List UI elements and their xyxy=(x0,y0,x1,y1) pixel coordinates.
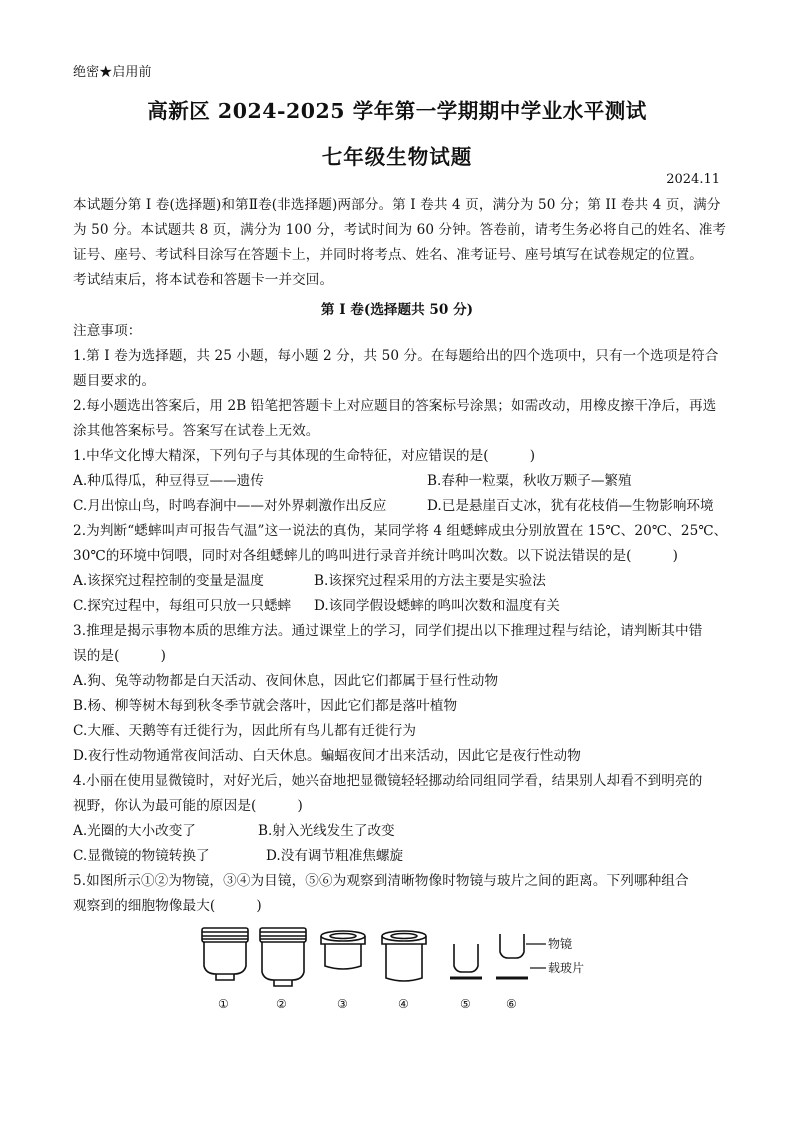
notes-line: 题目要求的。 xyxy=(73,373,156,389)
notes-line: 2.每小题选出答案后，用 2B 铅笔把答题卡上对应题目的答案标号涂黑；如需改动，用橡皮擦干净后，再选 xyxy=(73,398,717,414)
secret-mark: 绝密★启用前 xyxy=(73,65,152,80)
notes-line: 涂其他答案标号。答案写在试卷上无效。 xyxy=(73,423,320,439)
question-5-stem: 5.如图所示①②为物镜，③④为目镜，⑤⑥为观察到清晰物像时物镜与玻片之间的距离。下列哪种组合 xyxy=(73,873,689,889)
figure-label-1: ① xyxy=(218,997,229,1011)
exam-subtitle: 七年级生物试题 xyxy=(321,145,473,169)
figure-label-2: ② xyxy=(276,997,287,1011)
question-1-option-a: A.种瓜得瓜，种豆得豆——遗传 xyxy=(73,473,264,489)
section-title: 第 I 卷(选择题共 50 分) xyxy=(320,302,474,318)
eyepiece-4-icon xyxy=(382,931,426,981)
question-4-option-b: B.射入光线发生了改变 xyxy=(258,823,395,839)
question-3-option-a: A.狗、兔等动物都是白天活动、夜间休息，因此它们都属于昼行性动物 xyxy=(73,673,499,689)
question-3-option-c: C.大雁、天鹅等有迁徙行为，因此所有鸟儿都有迁徙行为 xyxy=(73,723,417,739)
slide-label: 载玻片 xyxy=(548,961,585,975)
intro-line: 证号、座号、考试科目涂写在答题卡上，并同时将考点、姓名、准考证号、座号填写在试卷规定的位置。 xyxy=(73,247,703,263)
distance-5-icon xyxy=(450,944,482,978)
objective-lens-2-icon xyxy=(260,928,306,986)
question-3-option-d: D.夜行性动物通常夜间活动、白天休息。蝙蝠夜间才出来活动，因此它是夜行性动物 xyxy=(73,748,581,764)
question-1-option-b: B.春种一粒粟，秋收万颗子—繁殖 xyxy=(427,473,632,489)
question-1-option-d: D.已是悬崖百丈冰，犹有花枝俏—生物影响环境 xyxy=(427,498,714,514)
question-2-option-c: C.探究过程中，每组可只放一只蟋蟀 xyxy=(73,598,292,614)
question-2-option-a: A.该探究过程控制的变量是温度 xyxy=(73,573,264,589)
objective-lens-1-icon xyxy=(202,928,248,980)
question-4-option-a: A.光圈的大小改变了 xyxy=(73,823,196,839)
intro-line: 本试题分第 I 卷(选择题)和第Ⅱ卷(非选择题)两部分。第 I 卷共 4 页，满分为 50 分；第 II 卷共 4 页，满分 xyxy=(73,197,721,213)
notes-heading: 注意事项： xyxy=(73,323,142,339)
exam-date: 2024.11 xyxy=(666,172,720,187)
figure-label-5: ⑤ xyxy=(460,997,471,1011)
notes-line: 1.第 I 卷为选择题，共 25 小题，每小题 2 分，共 50 分。在每题给出的四个选项中，只有一个选项是符合 xyxy=(73,348,719,364)
question-2-option-b: B.该探究过程采用的方法主要是实验法 xyxy=(314,573,546,589)
question-2-stem: 30℃的环境中饲喂，同时对各组蟋蟀儿的鸣叫进行录音并统计鸣叫次数。以下说法错误的是( ) xyxy=(73,548,679,564)
question-4-stem: 4.小丽在使用显微镜时，对好光后，她兴奋地把显微镜轻轻挪动给同组同学看，结果别人却看不到明亮的 xyxy=(73,773,703,789)
question-2-stem: 2.为判断“蟋蟀叫声可报告气温”这一说法的真伪，某同学将 4 组蟋蟀成虫分别放置在 15℃、20℃、25℃、 xyxy=(73,523,728,539)
question-3-stem: 3.推理是揭示事物本质的思维方法。通过课堂上的学习，同学们提出以下推理过程与结论，请判断其中错 xyxy=(73,623,703,639)
objective-label: 物镜 xyxy=(548,937,573,951)
intro-line: 考试结束后，将本试卷和答题卡一并交回。 xyxy=(73,272,334,288)
intro-line: 为 50 分。本试题共 8 页，满分为 100 分，考试时间为 60 分钟。答卷前，请考生务必将自己的姓名、准考 xyxy=(73,222,727,238)
question-3-option-b: B.杨、柳等树木每到秋冬季节就会落叶，因此它们都是落叶植物 xyxy=(73,698,458,714)
question-4-option-c: C.显微镜的物镜转换了 xyxy=(73,848,210,864)
figure-label-3: ③ xyxy=(337,997,348,1011)
question-3-stem: 误的是( ) xyxy=(73,648,166,664)
figure-label-6: ⑥ xyxy=(506,997,517,1011)
microscope-lens-figure xyxy=(180,922,620,1014)
figure-label-4: ④ xyxy=(398,997,409,1011)
question-4-option-d: D.没有调节粗准焦螺旋 xyxy=(266,848,404,864)
question-1-option-c: C.月出惊山鸟，时鸣春涧中——对外界刺激作出反应 xyxy=(73,498,387,514)
exam-title: 高新区 2024-2025 学年第一学期期中学业水平测试 xyxy=(147,99,647,123)
eyepiece-3-icon xyxy=(321,931,365,969)
question-2-option-d: D.该同学假设蟋蟀的鸣叫次数和温度有关 xyxy=(314,598,560,614)
question-5-stem: 观察到的细胞物像最大( ) xyxy=(73,898,262,914)
distance-6-icon xyxy=(496,934,546,978)
question-1-stem: 1.中华文化博大精深，下列句子与其体现的生命特征，对应错误的是( ) xyxy=(73,448,536,464)
question-4-stem: 视野，你认为最可能的原因是( ) xyxy=(73,798,303,814)
